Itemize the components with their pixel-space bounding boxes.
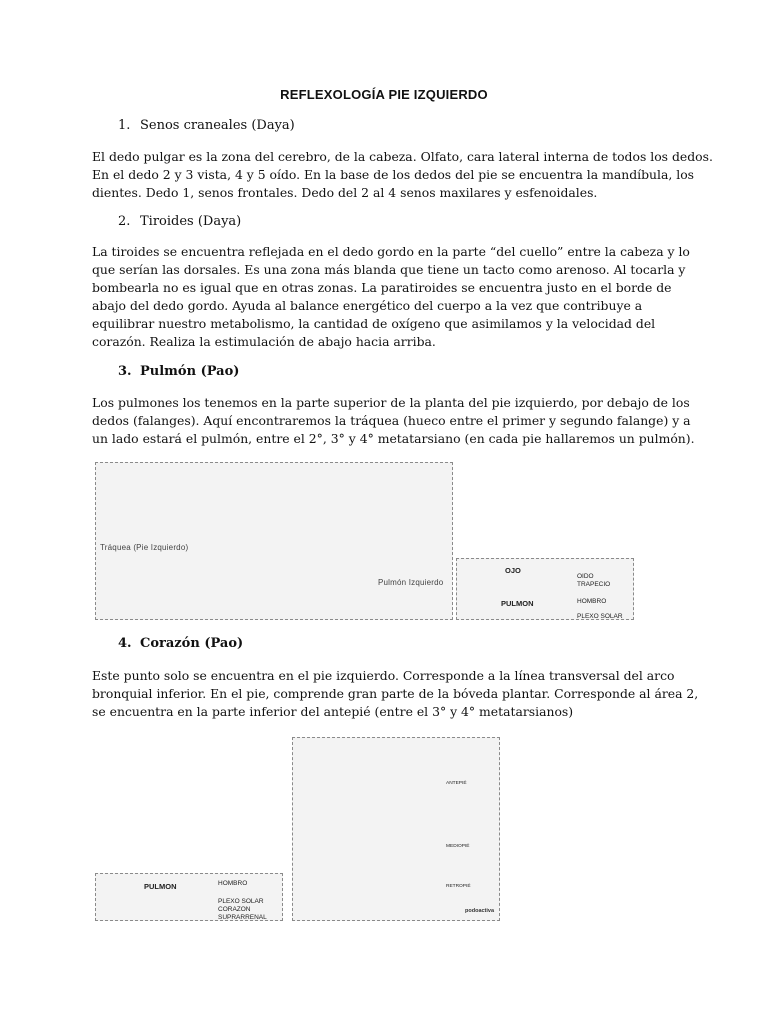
podoactiva-logo: podoactiva xyxy=(465,908,495,914)
zone-ojo-label: OJO xyxy=(505,566,521,575)
zone-label: PLEXO SOLAR xyxy=(577,613,623,620)
reflex-zone-chart-bottom xyxy=(95,873,283,921)
zone-label: SUPRARRENAL xyxy=(218,914,267,921)
bone-region-label: MEDIOPIÉ xyxy=(446,844,470,849)
zone-label: HOMBRO xyxy=(218,880,248,887)
paragraph-line: La tiroides se encuentra reflejada en el dedo gordo en la parte “del cuello” entre la cabeza y lo xyxy=(92,244,690,259)
bone-region-label: ANTEPIÉ xyxy=(446,781,467,786)
foot-photo-placeholder xyxy=(95,462,453,620)
section-number: 2. xyxy=(118,214,131,229)
section-title: Tiroides (Daya) xyxy=(140,214,242,229)
photo-label-pulmon: Pulmón Izquierdo xyxy=(378,578,444,587)
paragraph-line: abajo del dedo gordo. Ayuda al balance energético del cuerpo a la vez que contribuye a xyxy=(92,298,643,313)
paragraph-line: dedos (falanges). Aquí encontraremos la tráquea (hueco entre el primer y segundo falange) y a xyxy=(92,413,691,428)
foot-bones-diagram-placeholder xyxy=(292,737,500,921)
section-heading-tiroides xyxy=(118,214,241,229)
paragraph-line: corazón. Realiza la estimulación de abajo hacia arriba. xyxy=(92,334,436,349)
paragraph-line: El dedo pulgar es la zona del cerebro, de la cabeza. Olfato, cara lateral interna de todos los dedos. xyxy=(92,149,713,164)
section-number: 4. xyxy=(118,636,132,651)
paragraph-line: que serían las dorsales. Es una zona más blanda que tiene un tacto como arenoso. Al tocarla y xyxy=(92,262,686,277)
bone-region-label: RETROPIÉ xyxy=(446,884,471,889)
section-title: Senos craneales (Daya) xyxy=(140,118,295,133)
section-paragraph-senos xyxy=(92,148,713,202)
section-title: Pulmón (Pao) xyxy=(140,364,240,379)
zone-pulmon-label: PULMON xyxy=(501,599,534,608)
section-heading-pulmon xyxy=(118,364,239,379)
zone-label: TRAPECIO xyxy=(577,581,611,588)
photo-label-traquea: Tráquea (Pie Izquierdo) xyxy=(100,543,189,552)
reflex-zone-chart-top xyxy=(456,558,634,620)
paragraph-line: bombearla no es igual que en otras zonas. La paratiroides se encuentra justo en el borde de xyxy=(92,280,672,295)
paragraph-line: dientes. Dedo 1, senos frontales. Dedo del 2 al 4 senos maxilares y esfenoidales. xyxy=(92,185,598,200)
zone-label: CORAZON xyxy=(218,906,251,913)
paragraph-line: un lado estará el pulmón, entre el 2°, 3° y 4° metatarsiano (en cada pie hallaremos un pulmón). xyxy=(92,431,695,446)
section-number: 1. xyxy=(118,118,131,133)
section-paragraph-tiroides xyxy=(92,243,690,351)
section-number: 3. xyxy=(118,364,132,379)
paragraph-line: equilibrar nuestro metabolismo, la cantidad de oxígeno que asimilamos y la velocidad del xyxy=(92,316,656,331)
section-heading-corazon xyxy=(118,636,243,651)
paragraph-line: En el dedo 2 y 3 vista, 4 y 5 oído. En la base de los dedos del pie se encuentra la mandíbula, los xyxy=(92,167,695,182)
zone-pulmon-label: PULMON xyxy=(144,882,177,891)
paragraph-line: se encuentra en la parte inferior del antepié (entre el 3° y 4° metatarsianos) xyxy=(92,704,574,719)
section-paragraph-corazon xyxy=(92,667,699,721)
zone-label: PLEXO SOLAR xyxy=(218,898,264,905)
section-title: Corazón (Pao) xyxy=(140,636,244,651)
paragraph-line: Los pulmones los tenemos en la parte superior de la planta del pie izquierdo, por debajo de los xyxy=(92,395,690,410)
paragraph-line: Este punto solo se encuentra en el pie izquierdo. Corresponde a la línea transversal del arco xyxy=(92,668,675,683)
section-heading-senos xyxy=(118,118,295,133)
zone-label: OIDO xyxy=(577,573,594,580)
paragraph-line: bronquial inferior. En el pie, comprende gran parte de la bóveda plantar. Corresponde al área 2, xyxy=(92,686,699,701)
zone-label: HOMBRO xyxy=(577,598,607,605)
section-paragraph-pulmon xyxy=(92,394,695,448)
document-title: REFLEXOLOGÍA PIE IZQUIERDO xyxy=(280,87,488,102)
